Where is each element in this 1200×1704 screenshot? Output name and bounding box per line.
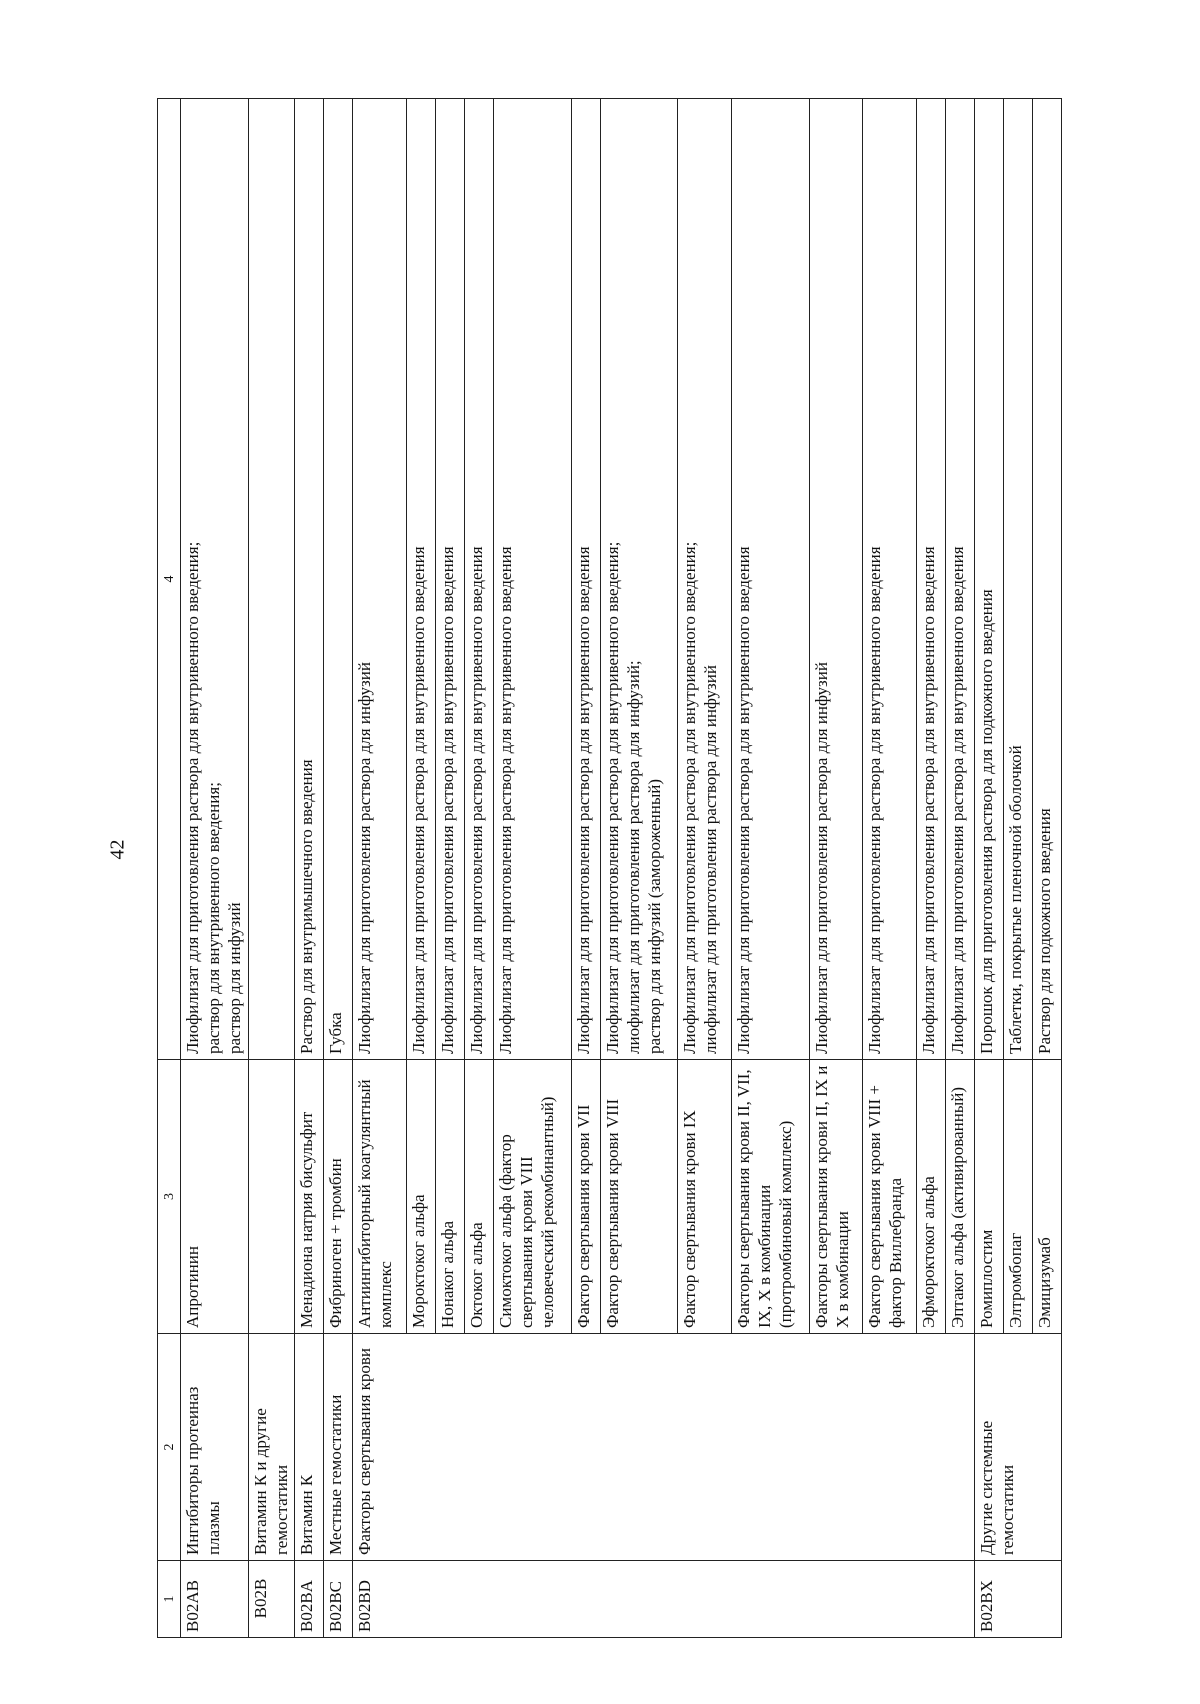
group-name: Ингибиторы протеиназ плазмы	[181, 1334, 249, 1561]
atc-code: B02BA	[295, 1561, 324, 1638]
table-row	[324, 99, 353, 1638]
drug-name: Фактор свертывания крови VII	[571, 1060, 600, 1334]
dosage-form: Раствор для внутримышечного введения	[295, 99, 324, 1060]
dosage-form: Таблетки, покрытые пленочной оболочкой	[1003, 99, 1032, 1060]
drug-name: Эптаког альфа (активированный)	[945, 1060, 974, 1334]
dosage-form: Лиофилизат для приготовления раствора для инфузий	[353, 99, 406, 1060]
atc-code: B02AB	[181, 1561, 249, 1638]
drug-name	[249, 1060, 295, 1334]
dosage-form: Лиофилизат для приготовления раствора для внутривенного введения	[435, 99, 464, 1060]
header-col-1: 1	[158, 1561, 181, 1638]
dosage-form: Лиофилизат для приготовления раствора для внутривенного введения	[406, 99, 435, 1060]
drug-name: Фактор свертывания крови VIII	[600, 1060, 678, 1334]
group-name: Витамин К	[295, 1334, 324, 1561]
form-line: Лиофилизат для приготовления раствора для внутривенного введения;	[602, 541, 622, 1054]
group-name: Другие системные гемостатики	[974, 1334, 1061, 1561]
dosage-form: Лиофилизат для приготовления раствора для внутривенного введения	[731, 99, 809, 1060]
group-name: Местные гемостатики	[324, 1334, 353, 1561]
drug-name: Фактор свертывания крови VIII + фактор Виллебранда	[863, 1060, 916, 1334]
form-line: Лиофилизат для приготовления раствора для внутривенного введения;	[183, 541, 202, 1054]
dosage-form: Лиофилизат для приготовления раствора для внутривенного введения	[493, 99, 571, 1060]
drug-name: Эмицизумаб	[1032, 1060, 1061, 1334]
dosage-form	[600, 99, 678, 1060]
drug-name: Октоког альфа	[464, 1060, 493, 1334]
dosage-form	[249, 99, 295, 1060]
table-header-row	[158, 99, 181, 1638]
drug-name: Факторы свертывания крови II, VII, IX, X в комбинации (протромбиновый комплекс)	[731, 1060, 809, 1334]
drug-name: Элтромбопаг	[1003, 1060, 1032, 1334]
dosage-form	[181, 99, 249, 1060]
dosage-form: Порошок для приготовления раствора для подкожного введения	[974, 99, 1003, 1060]
table-row	[249, 99, 295, 1638]
page-number: 42	[106, 839, 129, 860]
header-col-3: 3	[158, 1060, 181, 1334]
form-line: лиофилизат для приготовления раствора для инфузий;	[623, 660, 643, 1054]
drug-name: Фибриноген + тромбин	[324, 1060, 353, 1334]
drug-table	[157, 98, 1062, 1638]
form-line: лиофилизат для приготовления раствора для инфузий	[701, 665, 721, 1054]
form-line: раствор для внутривенного введения;	[204, 782, 223, 1054]
dosage-form: Губка	[324, 99, 353, 1060]
rotated-table-container	[157, 98, 1062, 1638]
drug-name: Антиингибиторный коагулянтный комплекс	[353, 1060, 406, 1334]
drug-name: Менадиона натрия бисульфит	[295, 1060, 324, 1334]
atc-code: B02BX	[974, 1561, 1061, 1638]
dosage-form: Раствор для подкожного введения	[1032, 99, 1061, 1060]
table-row	[181, 99, 249, 1638]
form-line: раствор для инфузий	[225, 902, 244, 1054]
form-line: раствор для инфузий (замороженный)	[644, 778, 664, 1054]
group-name: Факторы свертывания крови	[353, 1334, 975, 1561]
table-row	[295, 99, 324, 1638]
table-row	[974, 99, 1003, 1638]
drug-name: Фактор свертывания крови IX	[678, 1060, 731, 1334]
header-col-4: 4	[158, 99, 181, 1060]
dosage-form: Лиофилизат для приготовления раствора для внутривенного введения	[863, 99, 916, 1060]
drug-name: Мороктоког альфа	[406, 1060, 435, 1334]
dosage-form: Лиофилизат для приготовления раствора для внутривенного введения	[945, 99, 974, 1060]
drug-name: Нонаког альфа	[435, 1060, 464, 1334]
drug-name: Эфмороктоког альфа	[916, 1060, 945, 1334]
dosage-form: Лиофилизат для приготовления раствора для инфузий	[809, 99, 862, 1060]
atc-code: B02BC	[324, 1561, 353, 1638]
drug-name: Факторы свертывания крови II, IX и X в комбинации	[809, 1060, 862, 1334]
header-col-2: 2	[158, 1334, 181, 1561]
dosage-form: Лиофилизат для приготовления раствора для внутривенного введения	[464, 99, 493, 1060]
drug-name: Симоктоког альфа (фактор свертывания крови VIII человеческий рекомбинантный)	[493, 1060, 571, 1334]
dosage-form: Лиофилизат для приготовления раствора для внутривенного введения	[916, 99, 945, 1060]
drug-name: Ромиплостим	[974, 1060, 1003, 1334]
dosage-form	[678, 99, 731, 1060]
atc-code: B02BD	[353, 1561, 975, 1638]
table-row	[353, 99, 406, 1638]
atc-code: B02B	[249, 1561, 295, 1638]
dosage-form: Лиофилизат для приготовления раствора для внутривенного введения	[571, 99, 600, 1060]
group-name: Витамин К и другие гемостатики	[249, 1334, 295, 1561]
drug-name: Апротинин	[181, 1060, 249, 1334]
form-line: Лиофилизат для приготовления раствора для внутривенного введения;	[680, 541, 700, 1054]
